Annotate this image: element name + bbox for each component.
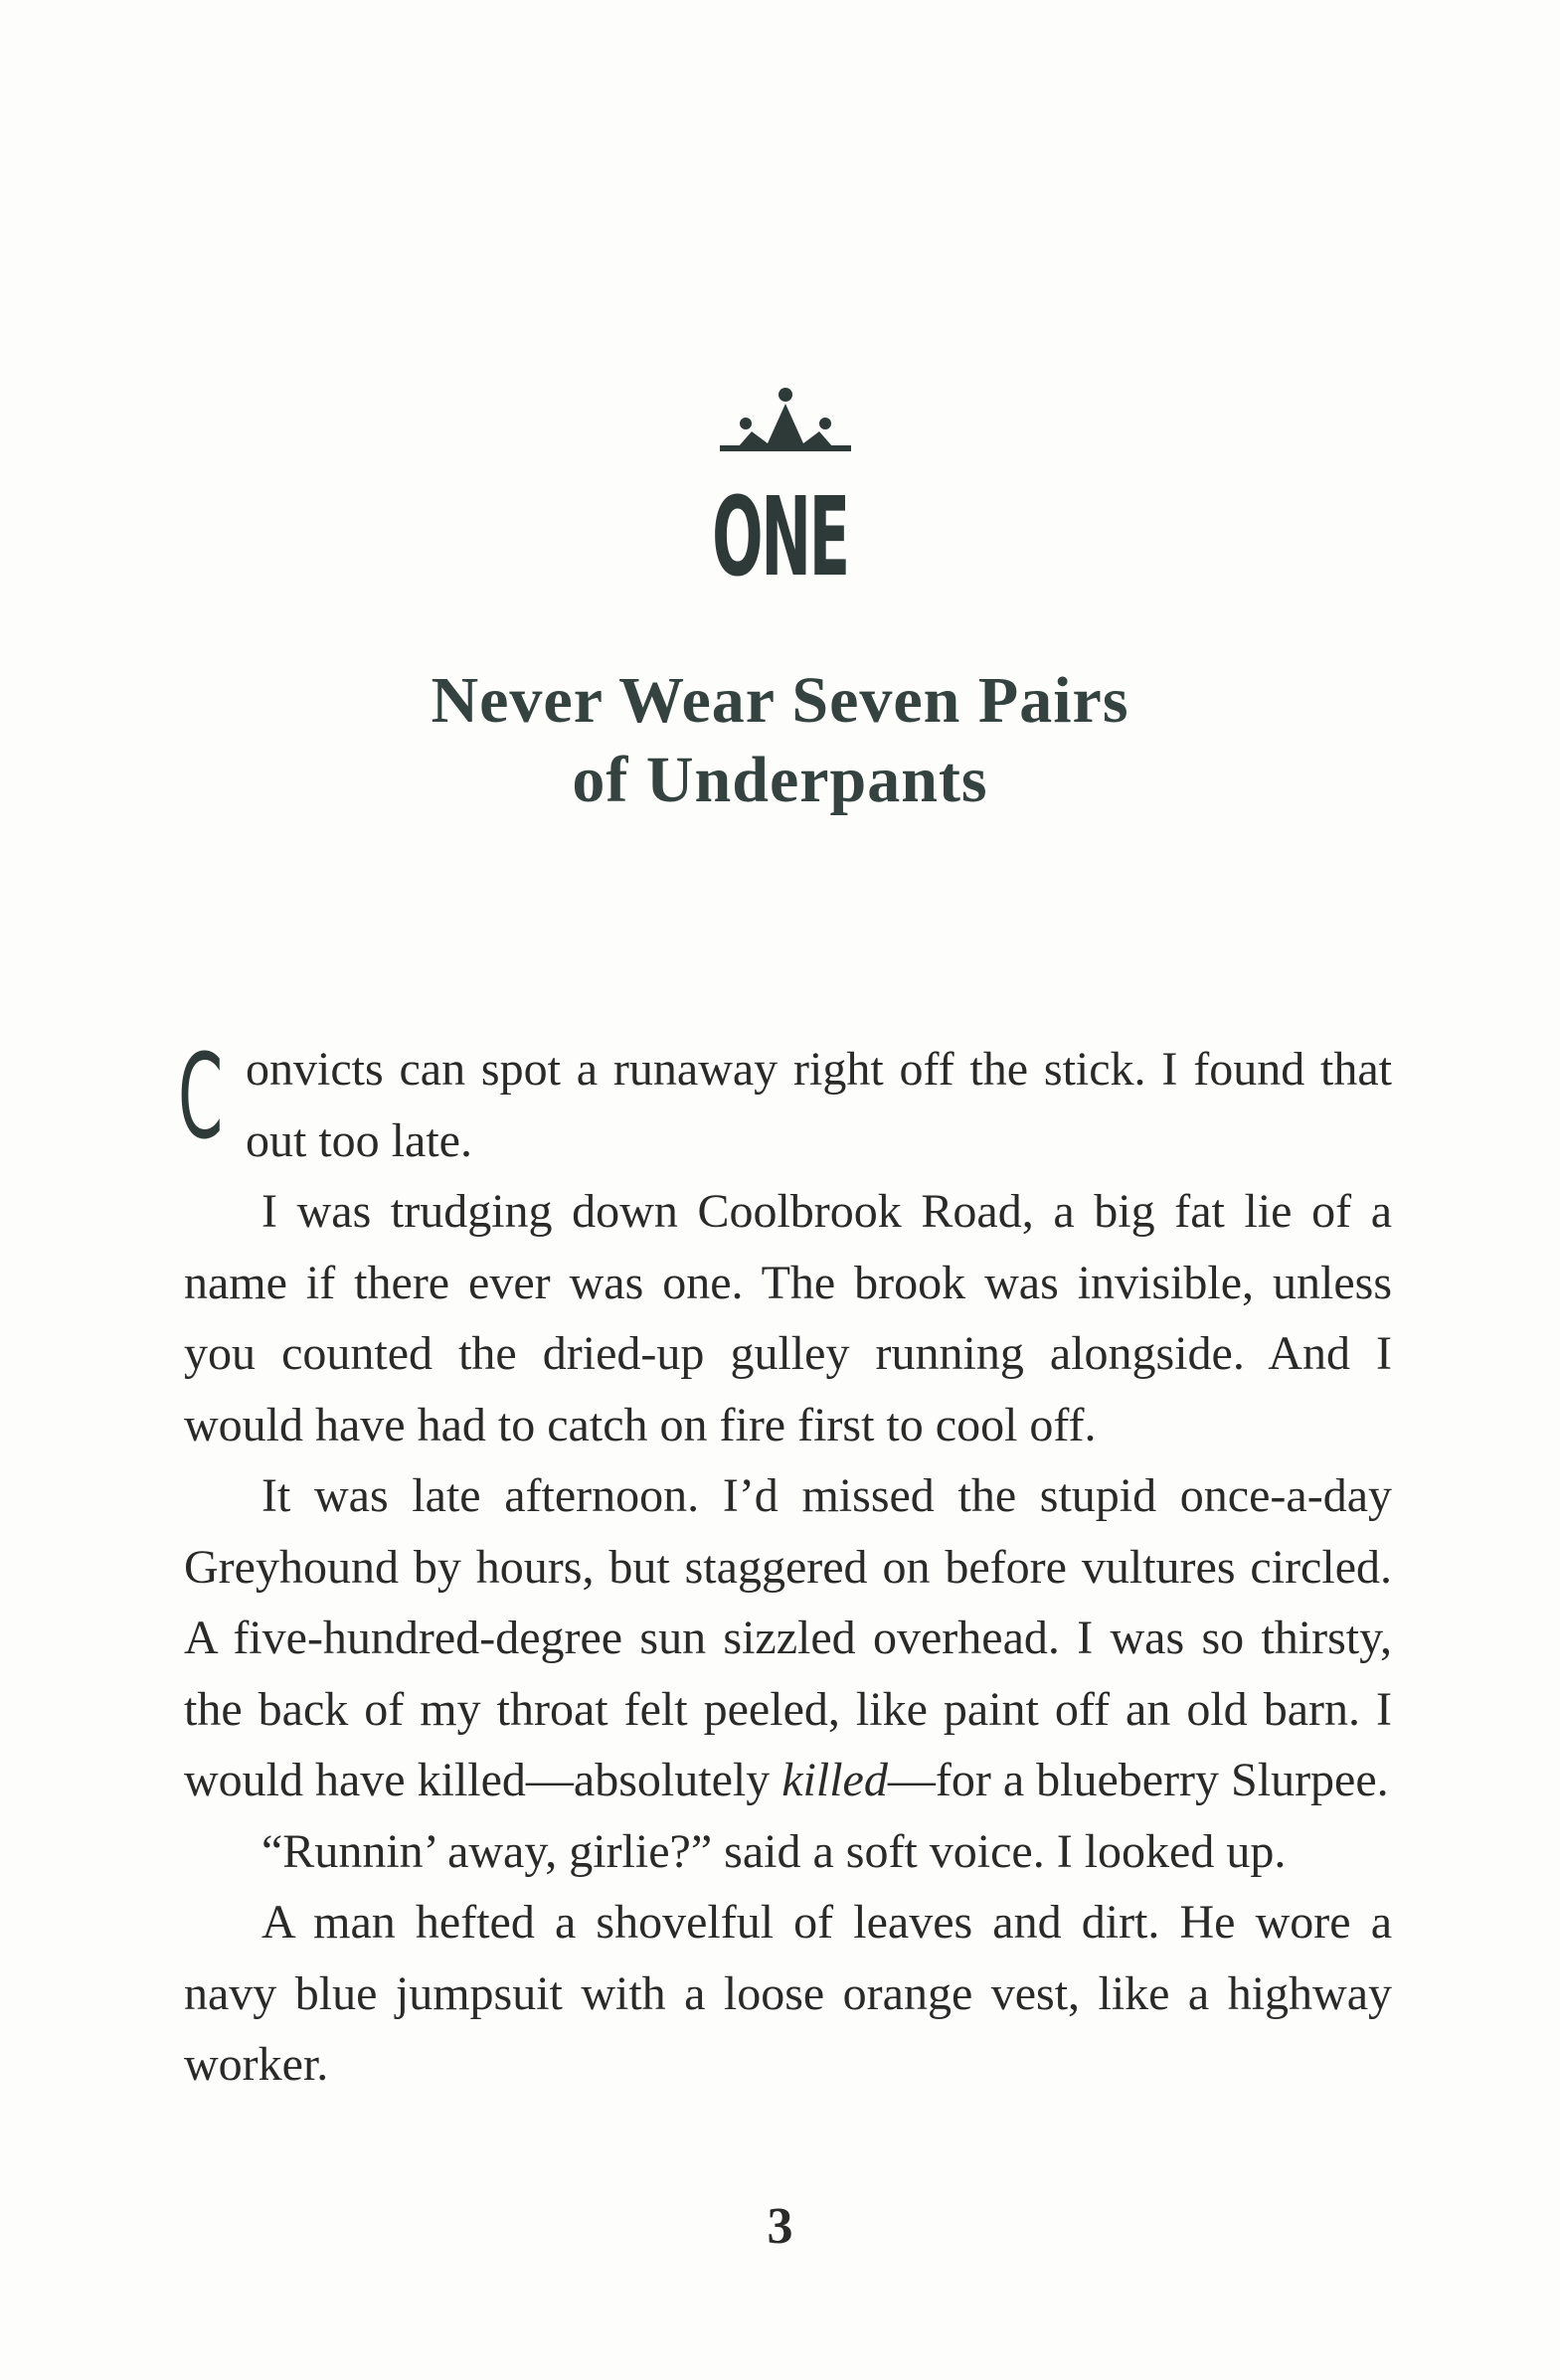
chapter-title-line-1: Never Wear Seven Pairs [431,664,1129,737]
paragraph-3 [184,1460,1392,1816]
chapter-title-line-2: of Underpants [572,744,988,816]
paragraph-3-text-b: —for a blueberry Slurpee. [887,1754,1389,1806]
emphasis-killed: killed [781,1754,888,1806]
page-number: 3 [767,2198,793,2255]
paragraph-1-text: onvicts can spot a runaway right off the stick. I found that out too late. [246,1043,1392,1167]
paragraph-1 [178,1028,1392,1176]
drop-cap: C [178,1028,224,1165]
paragraph-5: A man hefted a shovelful of leaves and dirt. He wore a navy blue jumpsuit with a loose orange vest, like a highway worker. [184,1896,1392,2091]
crown-ornament-icon [716,386,855,465]
chapter-title [0,661,1560,820]
chapter-number: ONE [712,473,848,600]
paragraph-2: I was trudging down Coolbrook Road, a big fat lie of a name if there ever was one. The brook was invisible, unless you counted the dried-up gulley running alongside. And I would have had to catch on fire first to cool off. [184,1185,1392,1451]
paragraph-4: “Runnin’ away, girlie?” said a soft voice. I looked up. [261,1824,1287,1878]
chapter-body [178,1028,1392,2101]
paragraph-3-text-a: It was late afternoon. I’d missed the stupid once-a-day Greyhound by hours, but staggered on before vultures circled. A five-hundred-degree sun sizzled overhead. I was so thirsty, the back of my throat felt peeled, like paint off an old barn. I would have killed—absolutely [184,1469,1392,1806]
